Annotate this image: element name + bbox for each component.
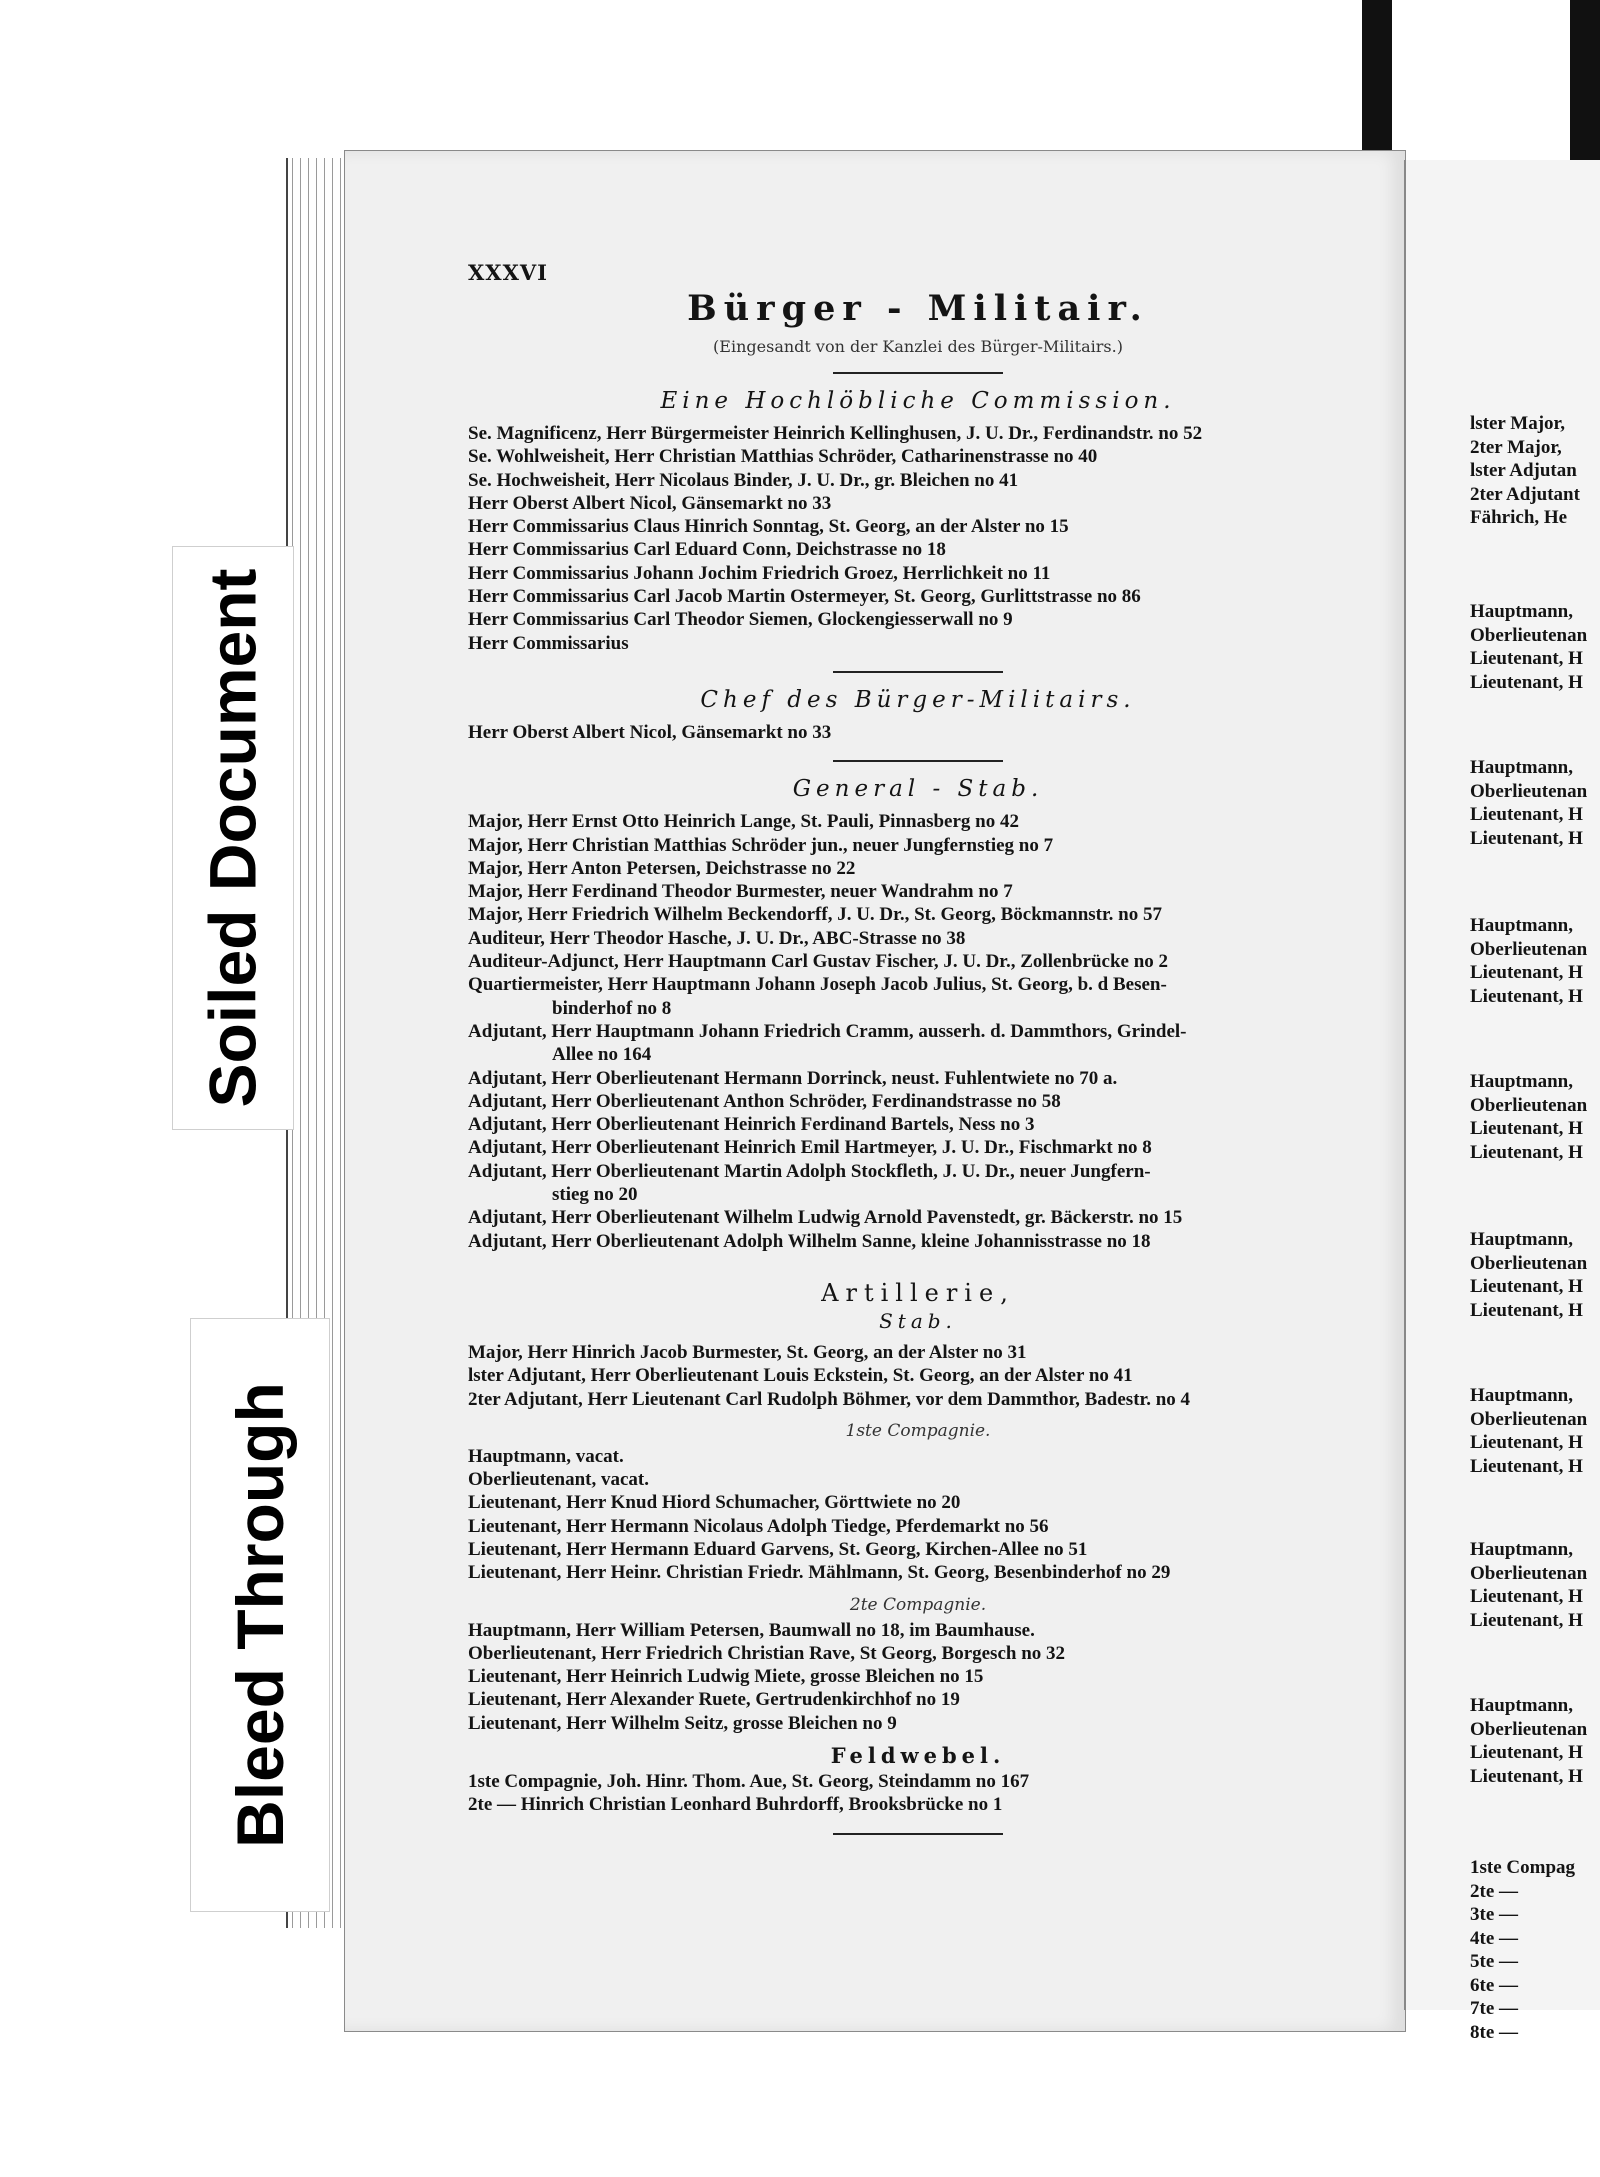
list-item: Fährich, He xyxy=(1470,507,1568,528)
company1-list xyxy=(468,1445,1368,1585)
list-item: Lieutenant, Herr Heinrich Ludwig Miete, grosse Bleichen no 15 xyxy=(468,1666,984,1688)
commission-list xyxy=(468,422,1368,655)
list-item: Oberlieutenant, Herr Friedrich Christian Rave, St Georg, Borgesch no 32 xyxy=(468,1642,1066,1664)
list-item: Herr Commissarius Carl Jacob Martin Ostermeyer, St. Georg, Gurlittstrasse no 86 xyxy=(468,586,1141,608)
list-item: 2te — Hinrich Christian Leonhard Buhrdorff, Brooksbrücke no 1 xyxy=(468,1794,1003,1816)
right-page-group xyxy=(1470,914,1600,1008)
list-item: Lieutenant, H xyxy=(1470,1141,1583,1163)
list-item: Lieutenant, H xyxy=(1470,1118,1583,1139)
section-artillery-heading: Artillerie, xyxy=(821,1278,1015,1307)
list-item: Major, Herr Christian Matthias Schröder jun., neuer Jungfernstieg no 7 xyxy=(468,834,1054,856)
sergeant-list xyxy=(468,1770,1368,1817)
list-item: Major, Herr Anton Petersen, Deichstrasse no 22 xyxy=(468,857,856,879)
list-item: Lieutenant, H xyxy=(1470,804,1583,825)
right-page-group xyxy=(1470,1538,1600,1632)
company2-heading: 2te Compagnie. xyxy=(849,1594,987,1615)
list-item: Hauptmann, xyxy=(1470,1539,1573,1560)
right-page-group xyxy=(1470,1070,1600,1164)
list-item: Oberlieutenan xyxy=(1470,1408,1588,1430)
right-page-group xyxy=(1470,1694,1600,1788)
list-item: Adjutant, Herr Hauptmann Johann Friedrich Cramm, ausserh. d. Dammthors, Grindel- xyxy=(468,1020,1187,1042)
list-item: Adjutant, Herr Oberlieutenant Martin Adolph Stockfleth, J. U. Dr., neuer Jungfern- xyxy=(468,1160,1151,1182)
general-staff-list xyxy=(468,810,1368,1253)
list-item: Oberlieutenan xyxy=(1470,1094,1588,1116)
artillery-staff-heading: Stab. xyxy=(879,1308,957,1333)
list-item: Lieutenant, H xyxy=(1470,1609,1583,1631)
right-page-group xyxy=(1470,756,1600,850)
list-item: 7te — xyxy=(1470,1998,1519,2019)
divider xyxy=(833,1833,1003,1835)
list-item: Oberlieutenan xyxy=(1470,780,1588,802)
right-page-group xyxy=(1470,1228,1600,1322)
list-item: Herr Commissarius Claus Hinrich Sonntag, St. Georg, an der Alster no 15 xyxy=(468,516,1069,538)
list-item: Herr Commissarius Carl Theodor Siemen, Glockengiesserwall no 9 xyxy=(468,609,1013,631)
page-title: Bürger - Militair. xyxy=(687,288,1149,329)
list-item: Hauptmann, xyxy=(1470,601,1573,622)
list-item: Adjutant, Herr Oberlieutenant Heinrich Ferdinand Bartels, Ness no 3 xyxy=(468,1114,1035,1136)
list-item-continuation: binderhof no 8 xyxy=(552,997,672,1019)
divider xyxy=(833,372,1003,374)
list-item: Oberlieutenan xyxy=(1470,624,1588,646)
list-item: Se. Magnificenz, Herr Bürgermeister Heinrich Kellinghusen, J. U. Dr., Ferdinandstr. no 52 xyxy=(468,423,1203,444)
list-item: Oberlieutenan xyxy=(1470,1718,1588,1740)
page-content xyxy=(468,258,1368,1849)
list-item: 3te — xyxy=(1470,1904,1519,1925)
divider xyxy=(833,760,1003,762)
list-item: lster Adjutant, Herr Oberlieutenant Louis Eckstein, St. Georg, an der Alster no 41 xyxy=(468,1365,1133,1387)
list-item: Lieutenant, Herr Hermann Nicolaus Adolph Tiedge, Pferdemarkt no 56 xyxy=(468,1515,1049,1537)
list-item: Quartiermeister, Herr Hauptmann Johann Joseph Jacob Julius, St. Georg, b. d Besen- xyxy=(468,974,1167,996)
list-item: Se. Hochweisheit, Herr Nicolaus Binder, J. U. Dr., gr. Bleichen no 41 xyxy=(468,469,1019,491)
list-item: Adjutant, Herr Oberlieutenant Wilhelm Ludwig Arnold Pavenstedt, gr. Bäckerstr. no 15 xyxy=(468,1207,1183,1229)
sergeant-heading: Feldwebel. xyxy=(830,1743,1006,1769)
right-page-list xyxy=(1470,1856,1600,2044)
list-item: Lieutenant, Herr Heinr. Christian Friedr. Mählmann, St. Georg, Besenbinderhof no 29 xyxy=(468,1562,1171,1584)
list-item: Oberlieutenan xyxy=(1470,938,1588,960)
list-item: Lieutenant, Herr Knud Hiord Schumacher, Görttwiete no 20 xyxy=(468,1492,961,1514)
list-item: 1ste Compag xyxy=(1470,1857,1576,1878)
list-item: Hauptmann, xyxy=(1470,1695,1573,1716)
company1-heading: 1ste Compagnie. xyxy=(845,1420,991,1441)
right-page-group xyxy=(1470,600,1600,694)
list-item: Hauptmann, xyxy=(1470,915,1573,936)
label-soiled-document xyxy=(172,546,294,1130)
list-item: Auditeur-Adjunct, Herr Hauptmann Carl Gustav Fischer, J. U. Dr., Zollenbrücke no 2 xyxy=(468,951,1169,973)
scan-edge-strip xyxy=(1362,0,1392,150)
section-commission-heading: Eine Hochlöbliche Commission. xyxy=(660,388,1176,414)
list-item: Major, Herr Hinrich Jacob Burmester, St. Georg, an der Alster no 31 xyxy=(468,1341,1027,1363)
list-item: Adjutant, Herr Oberlieutenant Anthon Schröder, Ferdinandstrasse no 58 xyxy=(468,1090,1061,1112)
list-item: 5te — xyxy=(1470,1951,1519,1972)
list-item: Lieutenant, H xyxy=(1470,1276,1583,1297)
label-bleed-through xyxy=(190,1318,330,1912)
list-item: Oberlieutenan xyxy=(1470,1252,1588,1274)
list-item: 8te — xyxy=(1470,2021,1519,2043)
list-item: Oberlieutenant, vacat. xyxy=(468,1469,650,1491)
divider xyxy=(833,671,1003,673)
scan-edge-strip-right xyxy=(1570,0,1600,160)
list-item: Hauptmann, xyxy=(1470,1071,1573,1092)
label-soiled-text: Soiled Document xyxy=(196,568,270,1108)
list-item: Lieutenant, H xyxy=(1470,1299,1583,1321)
list-item: Lieutenant, H xyxy=(1470,1455,1583,1477)
right-page-group xyxy=(1470,1384,1600,1478)
section-chief-heading: Chef des Bürger-Militairs. xyxy=(700,686,1136,713)
section-general-staff-heading: General - Stab. xyxy=(792,776,1044,803)
list-item: Major, Herr Ferdinand Theodor Burmester, neuer Wandrahm no 7 xyxy=(468,881,1013,903)
list-item: 2ter Adjutant xyxy=(1470,483,1580,505)
list-item: Hauptmann, vacat. xyxy=(468,1445,624,1467)
list-item: lster Adjutan xyxy=(1470,460,1577,481)
list-item: Lieutenant, H xyxy=(1470,985,1583,1007)
list-item: Major, Herr Friedrich Wilhelm Beckendorff, J. U. Dr., St. Georg, Böckmannstr. no 57 xyxy=(468,904,1162,926)
list-item: Adjutant, Herr Oberlieutenant Heinrich Emil Hartmeyer, J. U. Dr., Fischmarkt no 8 xyxy=(468,1137,1152,1159)
label-bleed-text: Bleed Through xyxy=(223,1382,297,1848)
list-item: Lieutenant, Herr Alexander Ruete, Gertrudenkirchhof no 19 xyxy=(468,1689,960,1711)
list-item: Adjutant, Herr Oberlieutenant Adolph Wilhelm Sanne, kleine Johannisstrasse no 18 xyxy=(468,1230,1151,1252)
artillery-staff-list xyxy=(468,1341,1368,1411)
list-item: 1ste Compagnie, Joh. Hinr. Thom. Aue, St. Georg, Steindamm no 167 xyxy=(468,1771,1030,1793)
list-item: Lieutenant, H xyxy=(1470,1765,1583,1787)
list-item: Herr Commissarius Carl Eduard Conn, Deichstrasse no 18 xyxy=(468,539,946,561)
list-item: Lieutenant, H xyxy=(1470,671,1583,693)
list-item: Lieutenant, H xyxy=(1470,962,1583,983)
list-item: lster Major, xyxy=(1470,413,1565,434)
list-item: Hauptmann, xyxy=(1470,757,1573,778)
list-item: Lieutenant, Herr Hermann Eduard Garvens, St. Georg, Kirchen-Allee no 51 xyxy=(468,1538,1088,1560)
company2-list xyxy=(468,1619,1368,1735)
list-item: Herr Commissarius Johann Jochim Friedrich Groez, Herrlichkeit no 11 xyxy=(468,562,1051,584)
list-item: Lieutenant, H xyxy=(1470,1742,1583,1763)
list-item-continuation: stieg no 20 xyxy=(552,1184,638,1206)
list-item: Lieutenant, H xyxy=(1470,827,1583,849)
list-item-continuation: Allee no 164 xyxy=(552,1044,652,1066)
list-item: Adjutant, Herr Oberlieutenant Hermann Dorrinck, neust. Fuhlentwiete no 70 a. xyxy=(468,1067,1118,1089)
list-item: Hauptmann, xyxy=(1470,1385,1573,1406)
list-item: Hauptmann, Herr William Petersen, Baumwall no 18, im Baumhause. xyxy=(468,1619,1035,1641)
list-item: Oberlieutenan xyxy=(1470,1562,1588,1584)
list-item: Major, Herr Ernst Otto Heinrich Lange, St. Pauli, Pinnasberg no 42 xyxy=(468,811,1019,833)
list-item: Lieutenant, H xyxy=(1470,648,1583,669)
list-item: 2ter Major, xyxy=(1470,436,1562,458)
page-subtitle: (Eingesandt von der Kanzlei des Bürger-Militairs.) xyxy=(713,337,1123,356)
list-item: Se. Wohlweisheit, Herr Christian Matthias Schröder, Catharinenstrasse no 40 xyxy=(468,446,1098,468)
list-item: 4te — xyxy=(1470,1927,1519,1949)
list-item: 2ter Adjutant, Herr Lieutenant Carl Rudolph Böhmer, vor dem Dammthor, Badestr. no 4 xyxy=(468,1388,1191,1410)
list-item: 6te — xyxy=(1470,1974,1519,1996)
list-item: Hauptmann, xyxy=(1470,1229,1573,1250)
list-item: Lieutenant, H xyxy=(1470,1586,1583,1607)
list-item: Auditeur, Herr Theodor Hasche, J. U. Dr., ABC-Strasse no 38 xyxy=(468,927,966,949)
right-page-block xyxy=(1470,412,1600,530)
list-item: Lieutenant, Herr Wilhelm Seitz, grosse Bleichen no 9 xyxy=(468,1712,897,1734)
chief-line: Herr Oberst Albert Nicol, Gänsemarkt no 33 xyxy=(468,721,832,743)
list-item: Lieutenant, H xyxy=(1470,1432,1583,1453)
list-item: Herr Commissarius xyxy=(468,632,629,654)
list-item: Herr Oberst Albert Nicol, Gänsemarkt no 33 xyxy=(468,492,832,514)
list-item: 2te — xyxy=(1470,1880,1519,1902)
page-number: XXXVI xyxy=(468,260,548,285)
